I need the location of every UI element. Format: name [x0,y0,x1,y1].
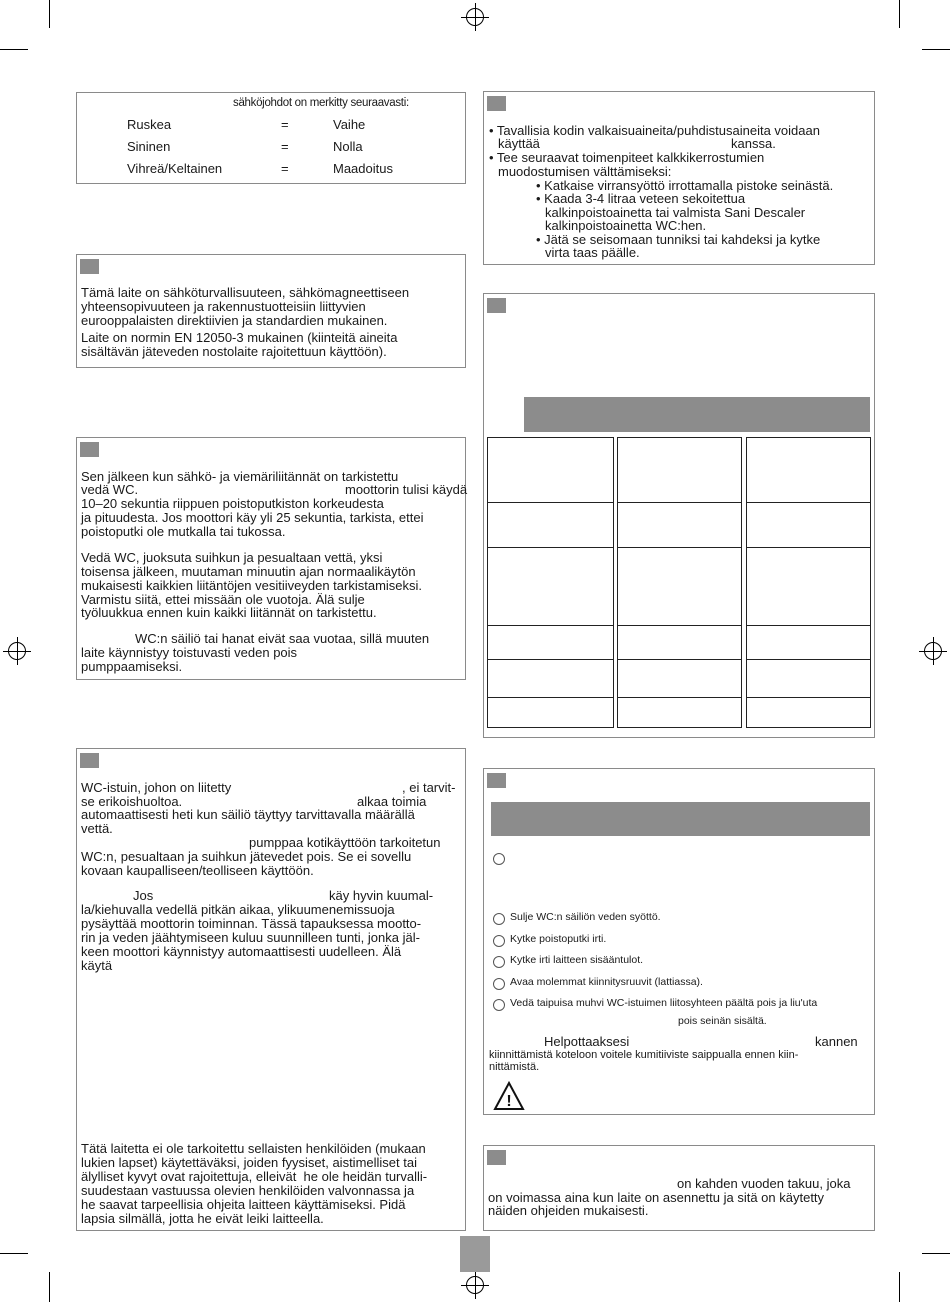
removal-step: Avaa molemmat kiinnitysruuvit (lattiassa). [510,976,703,988]
section-marker [487,96,506,111]
table-cell [746,625,871,660]
wire-function: Nolla [333,139,363,154]
maintenance-step: • Jätä se seisomaan tunniksi tai kahdeksi ja kytke [536,232,821,247]
table-cell [617,697,742,728]
section-marker [487,1150,506,1165]
testing-text: 10–20 sekuntia riippuen poistoputkiston korkeudesta [81,496,384,511]
table-cell [617,547,742,626]
usage-text: automaattisesti heti kun säiliö täyttyy tarvittavalla määrällä [81,807,415,822]
step-circle-icon [493,913,505,925]
table-cell [487,547,614,626]
maintenance-text: • Tee seuraavat toimenpiteet kalkkikerrostumien [489,150,765,165]
usage-text: älylliset kyvyt ovat rajoitettuja, elleivät he ole heidän turvalli- [81,1169,428,1184]
usage-text: keen moottori käynnistyy automaattisesti uudelleen. Älä [81,944,402,959]
warning-triangle-icon [493,1081,525,1111]
table-cell [746,502,871,548]
section-marker [487,298,506,313]
usage-text: he saavat tarpeellisia ohjeita laitteen käyttämiseksi. Pidä [81,1197,406,1212]
usage-text: kovaan kaupalliseen/teolliseen käyttöön. [81,863,314,878]
usage-text: lukien lapset) käytettäväksi, joiden fyysiset, aistimelliset tai [81,1155,417,1170]
removal-tip: Helpottaaksesi [544,1034,630,1049]
table-cell [746,547,871,626]
section-marker [487,773,506,788]
testing-text: moottorin tulisi käydä [345,482,468,497]
registration-mark [466,8,484,26]
wire-color: Sininen [127,139,171,154]
page-number-block [460,1236,490,1272]
removal-tip: nittämistä. [489,1061,540,1073]
crop-mark [899,1272,900,1302]
step-circle-icon [493,999,505,1011]
usage-text: rin ja veden jäähtymiseen kuluu suunnilleen tunti, jonka jäl- [81,930,420,945]
testing-text: mukaisesti kaikkien liitäntöjen vesitiiveyden tarkistamiseksi. [81,578,423,593]
wire-function: Vaihe [333,117,366,132]
table-cell [487,625,614,660]
testing-text: laite käynnistyy toistuvasti veden pois [81,645,298,660]
table-cell [617,625,742,660]
maintenance-text: muodostumisen välttämiseksi: [498,164,672,179]
usage-box [76,748,466,1231]
section-marker [80,753,99,768]
crop-mark [922,49,950,50]
compliance-line: eurooppalaisten direktiivien ja standardien mukainen. [81,313,388,328]
usage-text: lapsia silmällä, jotta he eivät leiki laitteella. [81,1211,324,1226]
removal-step: Kytke irti laitteen sisääntulot. [510,954,644,966]
usage-text: suudestaan vastuussa olevien henkilöiden valvonnassa ja [81,1183,415,1198]
table-cell [487,502,614,548]
crop-mark [0,49,28,50]
table-header-bar [524,397,870,432]
removal-tip: kiinnittämistä koteloon voitele kumitiiviste saippualla ennen kiin- [489,1049,799,1061]
usage-text: Jos [133,888,154,903]
table-cell [487,437,614,503]
warranty-box [483,1145,875,1231]
testing-text: Vedä WC, juoksuta suihkun ja pesualtaan vettä, yksi [81,550,383,565]
compliance-box [76,254,466,368]
maintenance-box [483,91,875,265]
removal-step: Kytke poistoputki irti. [510,933,607,945]
maintenance-text: käyttää [498,136,540,151]
registration-mark [466,1276,484,1294]
removal-step: Sulje WC:n säiliön veden syöttö. [510,911,661,923]
testing-box [76,437,466,680]
maintenance-text: • Tavallisia kodin valkaisuaineita/puhdistusaineita voidaan [489,123,820,138]
wiring-header: sähköjohdot on merkitty seuraavasti: [233,97,409,109]
registration-mark [924,642,942,660]
testing-text: Sen jälkeen kun sähkö- ja viemäriliitännät on tarkistettu [81,469,399,484]
registration-mark [8,642,26,660]
step-circle-icon [493,853,505,865]
maintenance-step: • Katkaise virransyöttö irrottamalla pistoke seinästä. [536,178,834,193]
step-circle-icon [493,956,505,968]
testing-text: ja pituudesta. Jos moottori käy yli 25 sekuntia, tarkista, ettei [81,510,424,525]
usage-text: käytä [81,958,113,973]
warranty-text: on voimassa aina kun laite on asennettu ja sitä on käytetty [488,1190,825,1205]
wire-color: Vihreä/Keltainen [127,161,223,176]
warranty-text: näiden ohjeiden mukaisesti. [488,1203,649,1218]
table-cell [617,502,742,548]
testing-text: toisensa jälkeen, muutaman minuutin ajan normaalikäytön [81,564,416,579]
usage-text: , ei tarvit- [402,780,456,795]
testing-text: WC:n säiliö tai hanat eivät saa vuotaa, sillä muuten [135,631,430,646]
usage-text: WC:n, pesualtaan ja suihkun jätevedet pois. Se ei sovellu [81,849,412,864]
step-circle-icon [493,978,505,990]
wire-equals: = [281,117,289,132]
crop-mark [0,1253,28,1254]
testing-text: pumppaamiseksi. [81,659,183,674]
maintenance-step: kalkinpoistoainetta tai valmista Sani Descaler [545,205,806,220]
warranty-text: on kahden vuoden takuu, joka [677,1176,851,1191]
usage-text: pumppaa kotikäyttöön tarkoitetun [249,835,441,850]
removal-header-bar [491,802,870,836]
compliance-line: sisältävän jäteveden nostolaite rajoitettuun käyttöön). [81,344,387,359]
removal-step: pois seinän sisältä. [678,1015,767,1027]
maintenance-step: kalkinpoistoainetta WC:hen. [545,218,707,233]
usage-text: Tätä laitetta ei ole tarkoitettu sellaisten henkilöiden (mukaan [81,1141,426,1156]
wiring-box [76,92,466,184]
wire-equals: = [281,161,289,176]
testing-text: työluukkua ennen kuin kaikki liitännät on tarkistettu. [81,605,377,620]
usage-text: la/kiehuvalla vedellä pitkän aikaa, ylikuumenemissuoja [81,902,395,917]
table-cell [746,437,871,503]
crop-mark [49,0,50,28]
table-cell [487,659,614,698]
wire-equals: = [281,139,289,154]
section-marker [80,259,99,274]
usage-text: käy hyvin kuumal- [329,888,434,903]
table-cell [617,437,742,503]
crop-mark [49,1272,50,1302]
usage-text: pysäyttää moottorin toiminnan. Tässä tapauksessa mootto- [81,916,422,931]
usage-text: alkaa toimia [357,794,427,809]
removal-step: Vedä taipuisa muhvi WC-istuimen liitosyhteen päältä pois ja liu'uta [510,997,818,1009]
table-cell [746,659,871,698]
table-cell [746,697,871,728]
table-cell [617,659,742,698]
table-cell [487,697,614,728]
crop-mark [922,1253,950,1254]
testing-text: Varmistu siitä, ettei missään ole vuotoja. Älä sulje [81,592,365,607]
removal-tip: kannen [815,1034,858,1049]
crop-mark [899,0,900,28]
compliance-line: Laite on normin EN 12050-3 mukainen (kiinteitä aineita [81,330,398,345]
usage-text: se erikoishuoltoa. [81,794,183,809]
testing-text: poistoputki ole mutkalla tai tukossa. [81,524,286,539]
usage-text: WC-istuin, johon on liitetty [81,780,232,795]
step-circle-icon [493,935,505,947]
wire-function: Maadoitus [333,161,393,176]
compliance-line: yhteensopivuuteen ja rakennustuotteisiin liittyvien [81,299,366,314]
maintenance-step: virta taas päälle. [545,245,640,260]
removal-box [483,768,875,1115]
compliance-line: Tämä laite on sähköturvallisuuteen, sähkömagneettiseen [81,285,410,300]
testing-text: vedä WC. [81,482,139,497]
section-marker [80,442,99,457]
usage-text: vettä. [81,821,113,836]
maintenance-step: • Kaada 3-4 litraa veteen sekoitettua [536,191,746,206]
maintenance-text: kanssa. [731,136,776,151]
wire-color: Ruskea [127,117,172,132]
svg-text:!: ! [506,1093,512,1110]
